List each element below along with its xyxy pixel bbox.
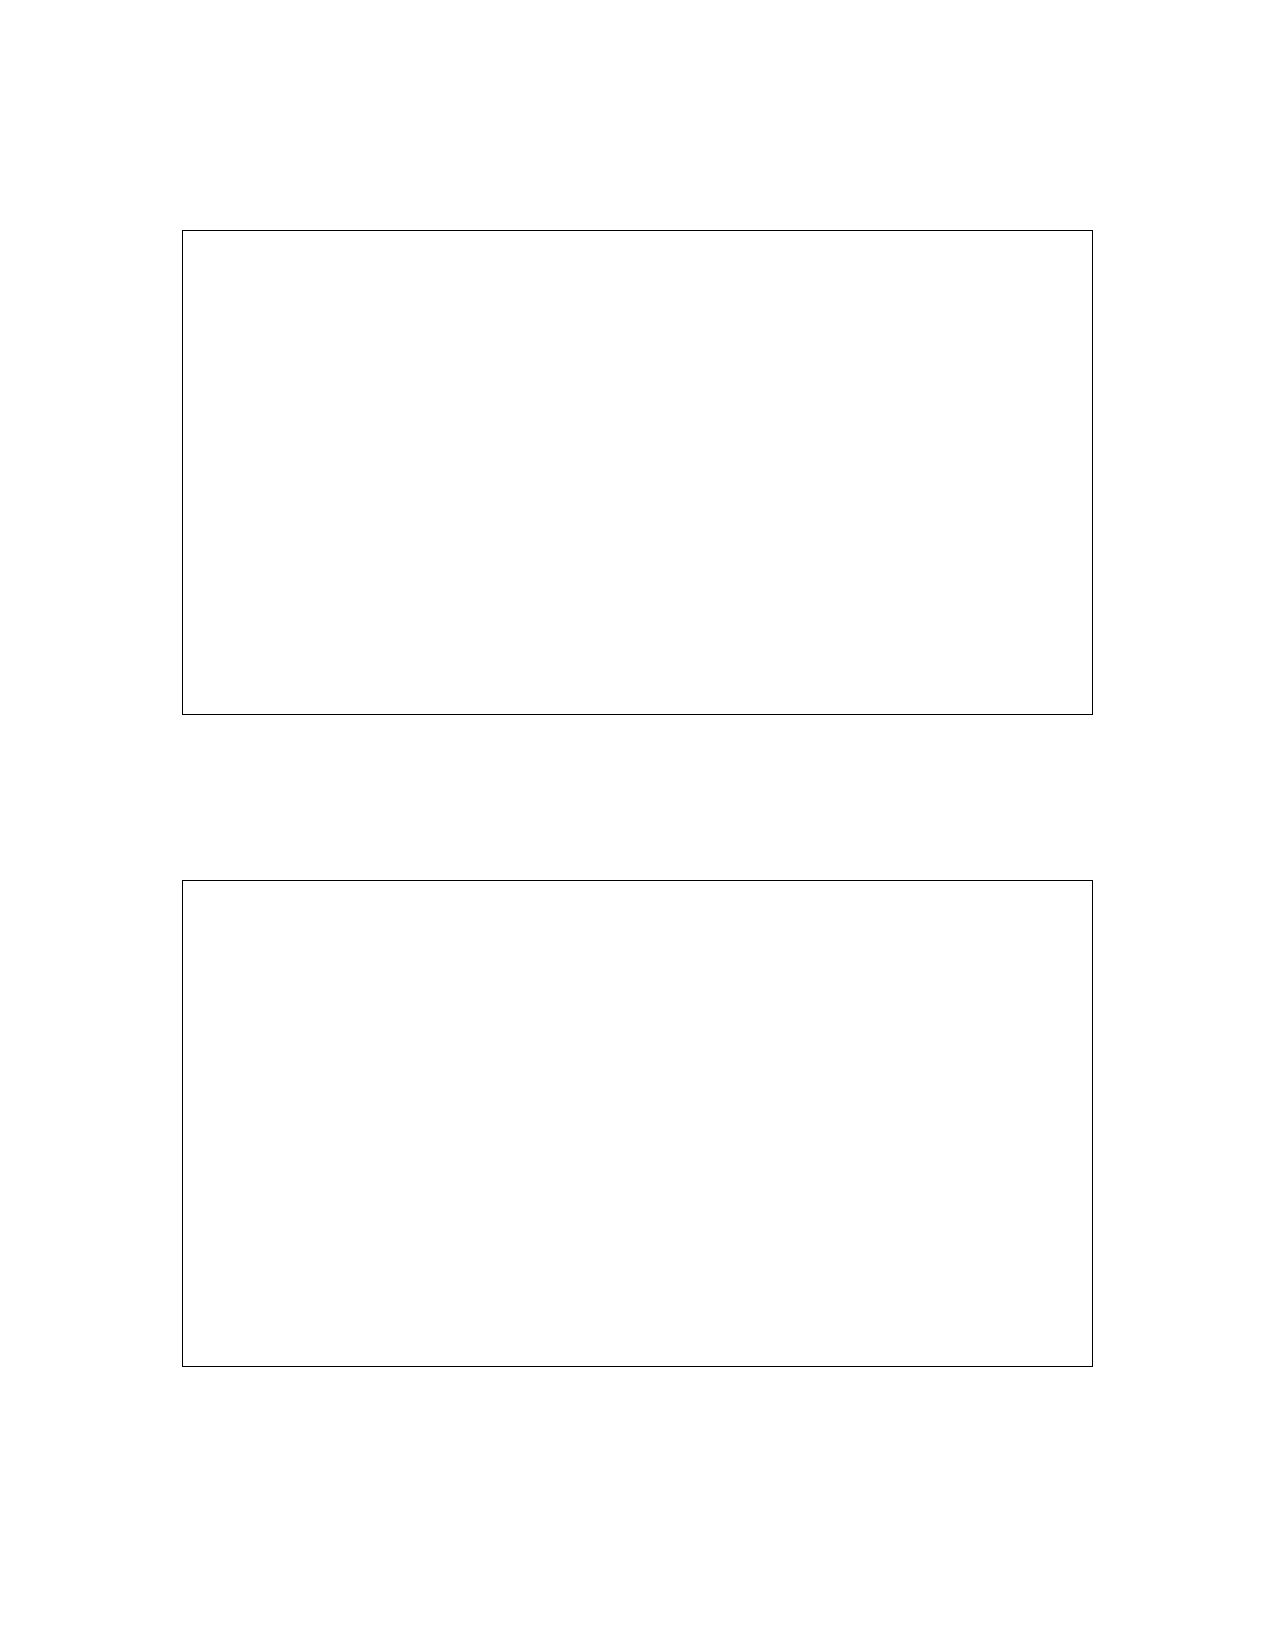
page-title-text [613, 76, 663, 112]
chart-panel-bottom [182, 880, 1093, 1367]
page-title [0, 76, 1275, 112]
chart-top-svg [183, 231, 1092, 714]
chart-panel-top [182, 230, 1093, 715]
chart-bottom-svg [183, 881, 1092, 1366]
